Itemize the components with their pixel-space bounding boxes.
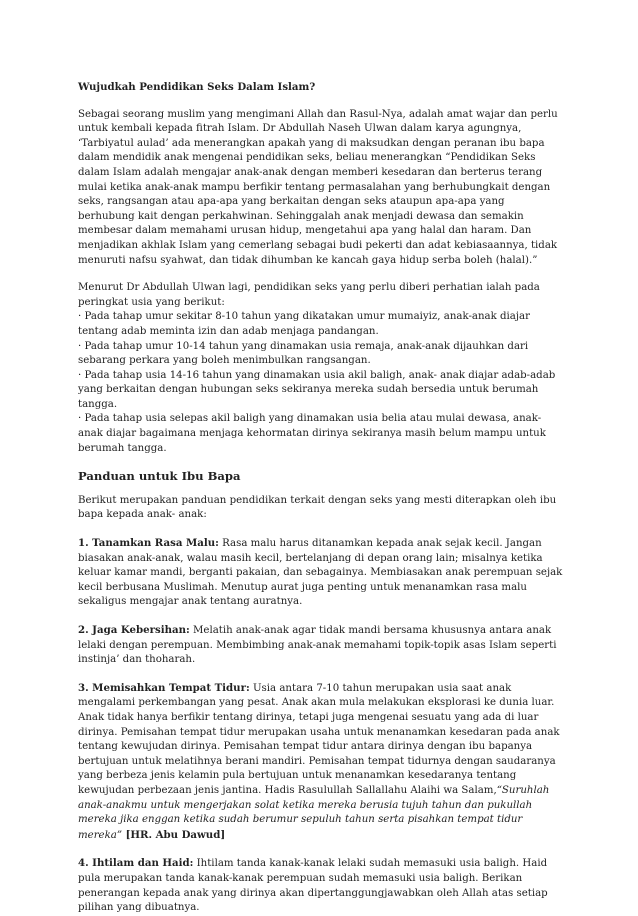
point-paragraph [78,856,564,915]
point-paragraph [78,681,564,844]
intro-paragraph: Sebagai seorang muslim yang mengimani Allah dan Rasul-Nya, adalah amat wajar dan perlu untuk kembali kepada fitrah Islam. Dr Abdullah Naseh Ulwan dalam karya agungnya, ‘Tarbiyatul aulad’ ada menerangkan apakah yang di maksudkan dengan peranan ibu bapa dalam mendidik anak mengenai pendidikan seks, beliau menerangkan “Pendidikan Seks dalam Islam adalah mengajar anak-anak dengan memberi kesedaran dan berterus terang mulai ketika anak-anak mampu berfikir tentang permasalahan yang berhubungkait dengan seks, rangsangan atau apa-apa yang berkaitan dengan seks ataupun apa-apa yang berhubung kait dengan perkahwinan. Sehinggalah anak menjadi dewasa dan semakin membesar dalam memahami urusan hidup, mengetahui apa yang halal dan haram. Dan menjadikan akhlak Islam yang cemerlang sebagai budi pekerti dan adat kebiasaannya, tidak menuruti nafsu syahwat, dan tidak dihumban ke kancah gaya hidup serba boleh (halal).” [78,108,558,266]
hadith-quote: “Suruhlah anak-anakmu untuk mengerjakan solat ketika mereka berusia tujuh tahun dan pukullah mereka jika enggan ketika sudah berumur sepuluh tahun serta pisahkan tempat tidur mereka” [78,784,550,841]
point-label: 2. Jaga Kebersihan: [78,624,190,636]
point-label: 1. Tanamkan Rasa Malu: [78,537,219,550]
stage-item: · Pada tahap umur sekitar 8-10 tahun yang dikatakan umur mumaiyiz, anak-anak diajar tentang adab meminta izin dan adab menjaga pandangan. [78,311,530,337]
article-body [78,80,564,916]
point-label: 4. Ihtilam dan Haid: [78,857,194,870]
point-text: Melatih anak-anak agar tidak mandi bersama khususnya antara anak lelaki dengan perempuan. Membimbing anak-anak memahami topik-topik asas Islam seperti instinja’ dan thoharah. [78,625,557,666]
guide-intro-paragraph: Berikut merupakan panduan pendidikan terkait dengan seks yang mesti diterapkan oleh ibu bapa kepada anak- anak: [78,494,557,521]
point-paragraph [78,623,564,668]
article-title: Wujudkah Pendidikan Seks Dalam Islam? [78,81,316,93]
hadith-reference: [HR. Abu Dawud] [122,828,226,841]
ulwan-intro-paragraph: Menurut Dr Abdullah Ulwan lagi, pendidikan seks yang perlu diberi perhatian ialah pada peringkat usia yang berikut: [78,282,540,308]
stage-item: · Pada tahap usia selepas akil baligh yang dinamakan usia belia atau mulai dewasa, anak-anak diajar bagaimana menjaga kehormatan dirinya sekiranya masih belum mampu untuk berumah tangga. [78,413,546,454]
point-paragraph [78,536,564,610]
point-text: Rasa malu harus ditanamkan kepada anak sejak kecil. Jangan biasakan anak-anak, walau masih kecil, bertelanjang di depan orang lain; misalnya ketika keluar kamar mandi, berganti pakaian, dan sebagainya. Membiasakan anak perempuan sejak kecil berbusana Muslimah. Menutup aurat juga penting untuk menanamkan rasa malu sekaligus mengajar anak tentang auratnya. [78,538,563,608]
guide-heading: Panduan untuk Ibu Bapa [78,469,241,484]
point-text: Ihtilam tanda kanak-kanak lelaki sudah memasuki usia baligh. Haid pula merupakan tanda kanak-kanak perempuan sudah memasuki usia baligh. Berikan penerangan kepada anak yang dirinya akan dipertanggungjawabkan oleh Allah atas setiap pilihan yang dibuatnya. [78,858,548,914]
point-text: Usia antara 7-10 tahun merupakan usia saat anak mengalami perkembangan yang pesat. Anak akan mula melakukan eksplorasi ke dunia luar. Anak tidak hanya berfikir tentang dirinya, tetapi juga mengenai sesuatu yang ada di luar dirinya. Pemisahan tempat tidur merupakan usaha untuk menanamkan kesedaran pada anak tentang kewujudan dirinya. Pemisahan tempat tidur antara dirinya dengan ibu bapanya bertujuan untuk melatihnya berani mandiri. Pemisahan tempat tidurnya dengan saudaranya yang berbeza jenis kelamin pula bertujuan untuk menanamkan kesedaranya tentang kewujudan perbezaan jenis jantina. Hadis Rasulullah Sallallahu Alaihi wa Salam, [78,682,560,796]
stage-item: · Pada tahap usia 14-16 tahun yang dinamakan usia akil baligh, anak- anak diajar adab-adab yang berkaitan dengan hubungan seks sekiranya mereka sudah bersedia untuk berumah tangga. [78,369,556,410]
stage-item: · Pada tahap umur 10-14 tahun yang dinamakan usia remaja, anak-anak dijauhkan dari sebarang perkara yang boleh menimbulkan rangsangan. [78,340,529,367]
point-label: 3. Memisahkan Tempat Tidur: [78,681,250,694]
